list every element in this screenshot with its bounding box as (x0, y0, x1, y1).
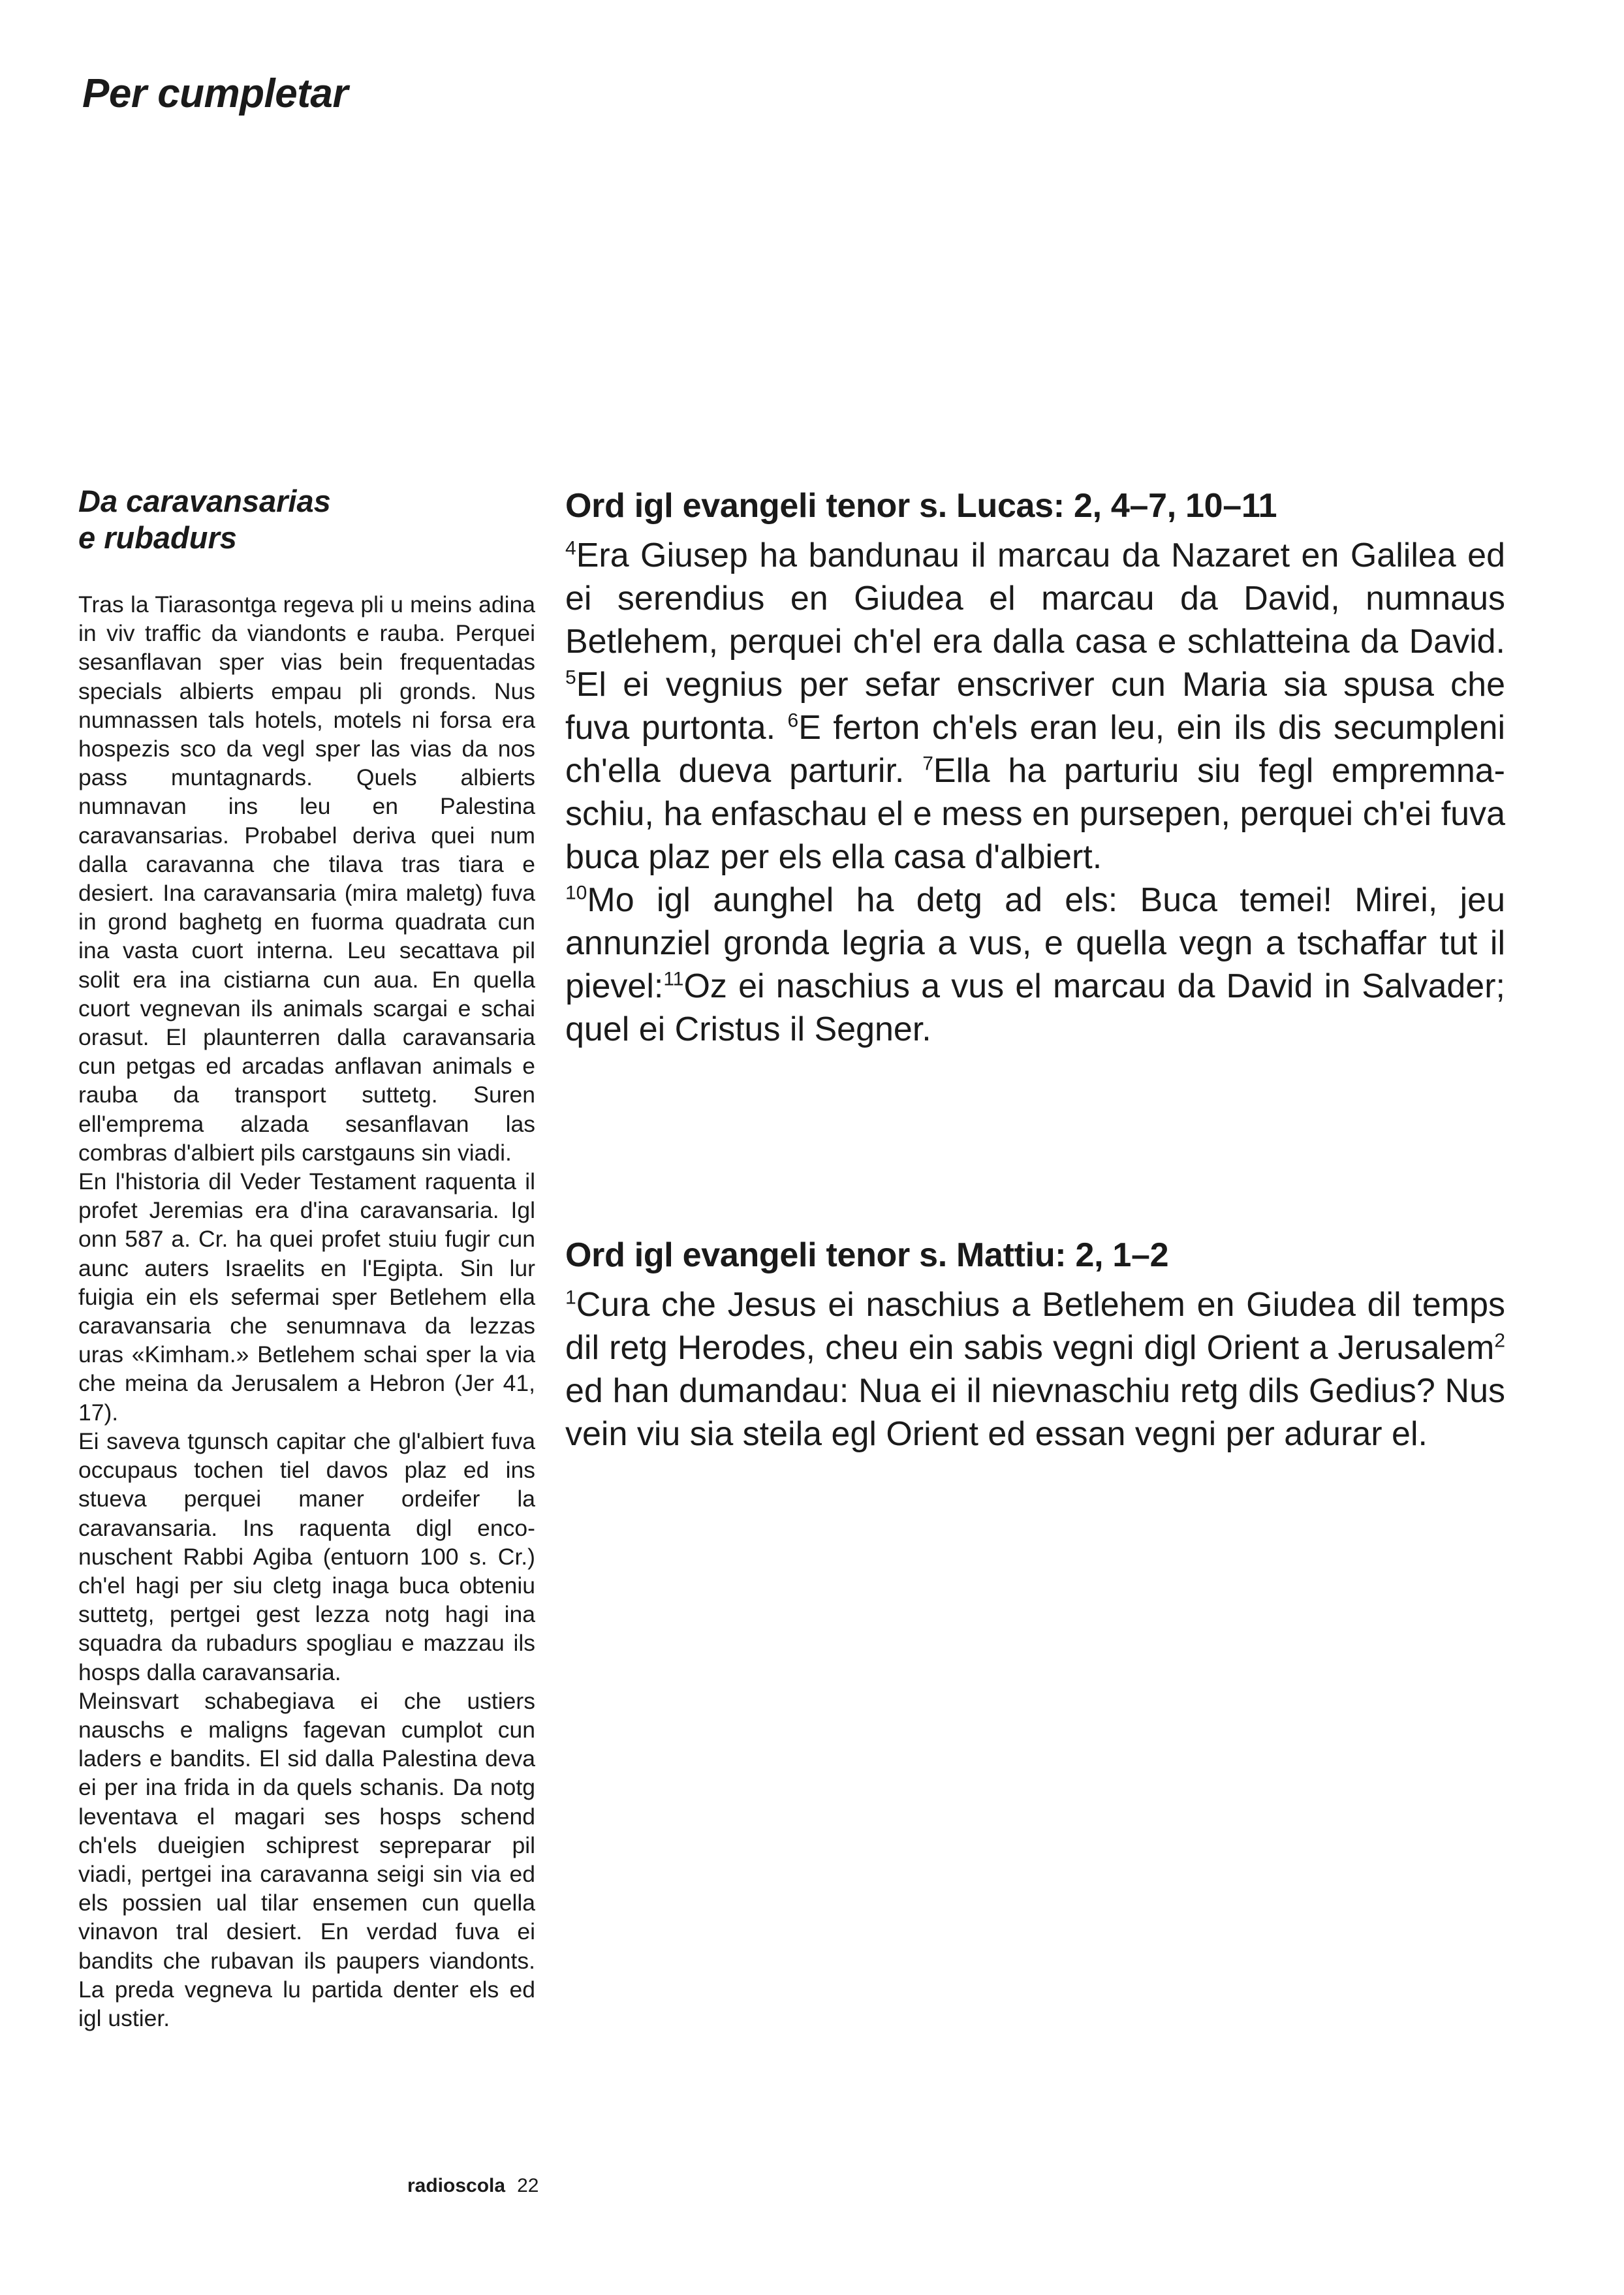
verse-text: Oz ei naschius a vus el marcau da David in Salvader; quel ei Cristus il Segner. (565, 967, 1505, 1048)
verse-number: 2 (1494, 1330, 1505, 1352)
page-number: 22 (517, 2175, 539, 2196)
verse-text: E ferton ch'els eran leu, ein ils dis secumpleni ch'ella dueva parturir. (565, 709, 1505, 790)
verse-text: Mo igl aunghel ha detg ad els: Buca temei! Mirei, jeu annunziel gronda legria a vus, e quella vegn a tschaffar tut il pievel: (565, 881, 1505, 1005)
sidebar-paragraph-2: En l'historia dil Veder Testament raquenta il profet Jeremias era d'ina caravansaria. Igl onn 587 a. Cr. ha quei profet stuiu fugir cun aunc auters Israelits en l'Egipta. Sin lur fuigia ein els sefermai sper Betlehem ella caravansaria che senumnava da lezzas uras «Kimham.» Betlehem schai sper la via che meina da Jerusalem a Hebron (Jer 41, 17). (78, 1168, 535, 1426)
mattiu-heading: Ord igl evangeli tenor s. Mattiu: 2, 1–2 (565, 1236, 1169, 1274)
verse-number: 6 (787, 710, 799, 732)
sidebar-paragraph-3: Ei saveva tgunsch capitar che gl'albiert fuva occupaus tochen tiel davos plaz ed ins stueva perquei maner ordeifer la caravansaria. Ins raquenta digl enconuschent Rabbi Agiba (entuorn 100 s. Cr.) ch'el hagi per siu cletg inaga buca obteniu suttetg, pertgei gest lezza notg hagi ina squadra da rubadurs spogliau e mazzau ils hosps dalla caravansaria. (78, 1428, 535, 1685)
sidebar-article-title-line2: e rubadurs (78, 520, 237, 555)
verse-text: Ella ha parturiu siu fegl empremnaschiu, ha enfaschau el e mess en pursepen, perquei ch'ei fuva buca plaz per els ella casa d'albiert. (565, 752, 1505, 876)
page-footer (407, 2175, 539, 2197)
lucas-verses-10-11 (565, 879, 1505, 1051)
verse-text: Era Giusep ha bandunau il marcau da Nazaret en Galilea ed ei serendius en Giudea el marcau da David, numnaus Betlehem, perquei ch'el era dalla casa e schlatteina da David. (565, 537, 1505, 661)
verse-number: 10 (565, 882, 587, 904)
verse-text: El ei vegnius per sefar enscriver cun Maria sia spusa che fuva purtonta. (565, 666, 1505, 747)
verse-number: 1 (565, 1287, 576, 1309)
sidebar-paragraph-4: Meinsvart schabegiava ei che ustiers nauschs e maligns fagevan cumplot cun laders e bandits. El sid dalla Palestina deva ei per ina frida in da quels schanis. Da notg leventava el magari ses hosps schend ch'els dueigien schiprest sepreparar pil viadi, pertgei ina caravanna seigi sin via ed els possien ual tilar ensemen cun quella vinavon tral desiert. En verdad fuva ei bandits che rubavan ils paupers viandonts. La preda vegneva lu partida denter els ed igl ustier. (78, 1687, 535, 2031)
verse-number: 11 (663, 968, 684, 990)
lucas-section (565, 484, 1505, 1051)
page-title: Per cumpletar (82, 71, 349, 116)
verse-number: 7 (922, 753, 933, 775)
lucas-heading: Ord igl evangeli tenor s. Lucas: 2, 4–7, 10–11 (565, 487, 1277, 525)
publication-name: radioscola (407, 2175, 506, 2196)
sidebar-paragraph-1: Tras la Tiarasontga regeva pli u meins adina in viv traffic da viandonts e rauba. Perquei sesanflavan sper vias bein frequentadas specials albierts empau pli gronds. Nus numnassen tals hotels, motels ni forsa era hospezis sco da vegl sper las vias da nos pass muntagnards. Quels albierts numnavan ins leu en Palestina caravansarias. Probabel deriva quei num dalla caravanna che tilava tras tiara e desiert. Ina caravansaria (mira maletg) fuva in grond baghetg en fuorma quadrata cun ina vasta cuort interna. Leu secattava pil solit era ina cistiarna cun aua. En quella cuort vegnevan ils animals scargai e schai orasut. El plaunterren dalla caravansaria cun petgas ed arcadas anflavan animals e rauba da transport suttetg. Suren ell'emprema alzada sesanflavan las combras d'albiert pils carstgauns sin viadi. (78, 591, 535, 1166)
sidebar-article-title-line1: Da caravansarias (78, 484, 331, 518)
verse-number: 5 (565, 666, 576, 689)
sidebar-article (78, 483, 535, 2033)
mattiu-section (565, 1234, 1505, 1456)
sidebar-article-title (78, 483, 535, 556)
mattiu-verses (565, 1283, 1505, 1456)
verse-text: ed han dumandau: Nua ei il nievnaschiu retg dils Gedius? Nus vein viu sia steila egl Orient ed essan vegni per adurar el. (565, 1372, 1505, 1453)
verse-text: Cura che Jesus ei naschius a Betlehem en Giudea dil temps dil retg Herodes, cheu ein sabis vegni digl Orient a Jerusalem (565, 1286, 1505, 1367)
verse-number: 4 (565, 537, 576, 559)
lucas-verses-4-7 (565, 534, 1505, 879)
